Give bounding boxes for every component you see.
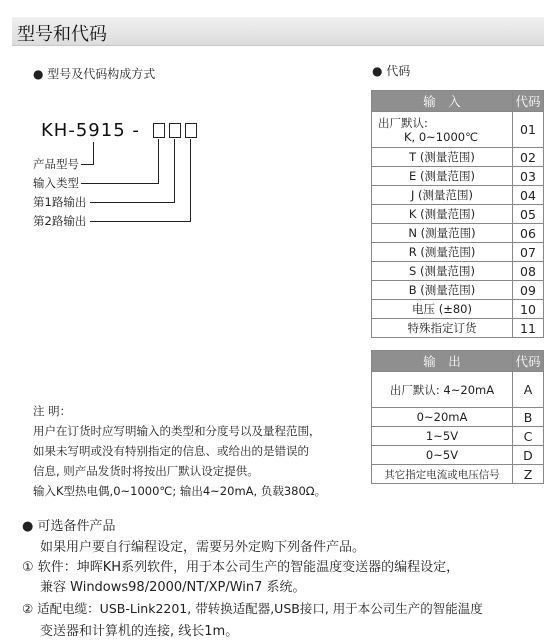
note-line: 输入K型热电偶,0~1000℃; 输出4~20mA, 负载380Ω。 — [33, 484, 327, 498]
page-title: 型号和代码 — [17, 24, 107, 45]
code-cell: Z — [513, 465, 544, 484]
output-cell: 出厂默认: 4~20mA — [372, 372, 513, 408]
code-box-output-1 — [169, 123, 181, 138]
accessory-software-line2: 兼容 Windows98/2000/NT/XP/Win7 系统。 — [40, 580, 306, 595]
code-cell: A — [513, 372, 544, 408]
table-row — [372, 319, 544, 338]
input-cell: 电压 (±80) — [372, 300, 513, 319]
label-input-type: 输入类型 — [33, 176, 79, 190]
table-row — [372, 446, 544, 465]
input-column-header: 输 入 — [372, 91, 513, 112]
code-cell: 10 — [513, 300, 544, 319]
accessories-heading: ● 可选备件产品 — [22, 519, 116, 534]
section-title-bar — [12, 17, 544, 46]
output-column-header: 输 出 — [372, 351, 513, 372]
table-row — [372, 167, 544, 186]
accessory-software-line1: ① 软件：坤晖KH系列软件，用于本公司生产的智能温度变送器的编程设定， — [22, 560, 460, 575]
input-cell: J (测量范围) — [372, 186, 513, 205]
code-column-header: 代码 — [513, 351, 544, 372]
output-cell: 0~5V — [372, 446, 513, 465]
label-output-2: 第2路输出 — [33, 214, 87, 228]
connector-model-vertical — [93, 142, 94, 165]
note-title: 注 明： — [33, 404, 72, 418]
table-row — [372, 243, 544, 262]
output-cell: 其它指定电流或电压信号 — [372, 465, 513, 484]
label-product-model: 产品型号 — [33, 157, 79, 171]
table-row — [372, 205, 544, 224]
code-cell: C — [513, 427, 544, 446]
model-code-prefix: KH-5915 - — [41, 120, 140, 141]
table-row — [372, 427, 544, 446]
table-row — [372, 300, 544, 319]
code-cell: 04 — [513, 186, 544, 205]
table-row — [372, 148, 544, 167]
connector-output-2-vertical — [190, 139, 191, 222]
note-line: 信息, 则产品发货时将按出厂默认设定提供。 — [33, 464, 259, 478]
input-cell: K (测量范围) — [372, 205, 513, 224]
connector-output-2 — [90, 221, 191, 222]
input-cell: T (测量范围) — [372, 148, 513, 167]
default-input-line1: 出厂默认: — [378, 115, 428, 130]
accessories-intro: 如果用户要自行编程设定，需要另外定购下列备件产品。 — [40, 540, 366, 555]
table-row — [372, 372, 544, 408]
input-cell: E (测量范围) — [372, 167, 513, 186]
code-cell: 09 — [513, 281, 544, 300]
code-heading: ● 代码 — [372, 64, 411, 78]
input-cell: R (测量范围) — [372, 243, 513, 262]
table-row — [372, 408, 544, 427]
table-row — [372, 281, 544, 300]
code-cell: 05 — [513, 205, 544, 224]
code-cell: 07 — [513, 243, 544, 262]
code-cell: 11 — [513, 319, 544, 338]
connector-output-1 — [90, 202, 175, 203]
note-line: 用户在订货时应写明输入的类型和分度号以及量程范围， — [33, 424, 321, 438]
code-cell: 08 — [513, 262, 544, 281]
output-code-table — [371, 350, 544, 484]
accessory-cable-line2: 变送器和计算机的连接, 线长1m。 — [40, 624, 239, 639]
default-code-cell: 01 — [513, 112, 544, 148]
table-row — [372, 112, 544, 148]
connector-output-1-vertical — [174, 139, 175, 203]
code-column-header: 代码 — [513, 91, 544, 112]
code-box-output-2 — [185, 123, 197, 138]
code-cell: 03 — [513, 167, 544, 186]
input-cell: S (测量范围) — [372, 262, 513, 281]
note-line: 如果未写明或没有特别指定的信息、或给出的是错误的 — [33, 444, 309, 458]
input-cell: N (测量范围) — [372, 224, 513, 243]
model-composition-heading: ● 型号及代码构成方式 — [33, 67, 156, 81]
input-code-table — [371, 90, 544, 338]
connector-input — [81, 183, 159, 184]
table-row — [372, 186, 544, 205]
default-input-line2: K, 0~1000℃ — [404, 129, 478, 144]
table-row — [372, 224, 544, 243]
table-row — [372, 262, 544, 281]
input-cell: 特殊指定订货 — [372, 319, 513, 338]
label-output-1: 第1路输出 — [33, 195, 87, 209]
code-cell: D — [513, 446, 544, 465]
code-box-input — [153, 123, 165, 138]
default-input-cell — [372, 112, 513, 148]
code-cell: B — [513, 408, 544, 427]
code-cell: 06 — [513, 224, 544, 243]
table-row — [372, 465, 544, 484]
accessory-cable-line1: ② 适配电缆：USB-Link2201, 带转换适配器,USB接口, 用于本公司生产的智能温度 — [22, 601, 483, 616]
output-cell: 1~5V — [372, 427, 513, 446]
code-cell: 02 — [513, 148, 544, 167]
connector-input-vertical — [158, 139, 159, 184]
input-cell: B (测量范围) — [372, 281, 513, 300]
output-cell: 0~20mA — [372, 408, 513, 427]
